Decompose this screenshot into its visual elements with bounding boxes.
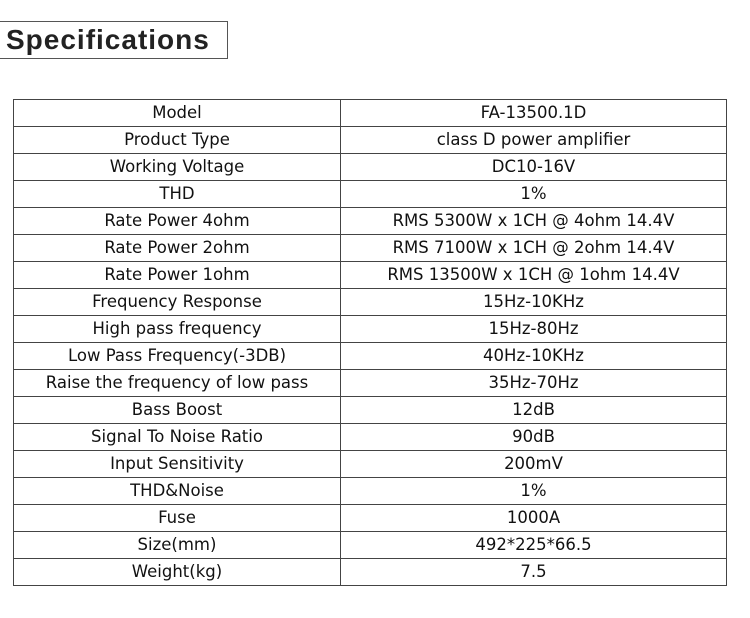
spec-value: 15Hz-80Hz	[341, 316, 727, 343]
spec-label: Size(mm)	[14, 532, 341, 559]
spec-value: 1000A	[341, 505, 727, 532]
spec-value: 1%	[341, 181, 727, 208]
spec-label: Signal To Noise Ratio	[14, 424, 341, 451]
table-row	[14, 127, 727, 154]
spec-label: THD&Noise	[14, 478, 341, 505]
table-row	[14, 289, 727, 316]
table-row	[14, 451, 727, 478]
spec-value: 15Hz-10KHz	[341, 289, 727, 316]
table-row	[14, 370, 727, 397]
spec-value: RMS 5300W x 1CH @ 4ohm 14.4V	[341, 208, 727, 235]
table-row	[14, 559, 727, 586]
spec-value: RMS 7100W x 1CH @ 2ohm 14.4V	[341, 235, 727, 262]
table-row	[14, 154, 727, 181]
spec-label: Fuse	[14, 505, 341, 532]
table-row	[14, 505, 727, 532]
spec-label: Frequency Response	[14, 289, 341, 316]
spec-label: Input Sensitivity	[14, 451, 341, 478]
spec-value: class D power amplifier	[341, 127, 727, 154]
spec-label: Rate Power 2ohm	[14, 235, 341, 262]
spec-value: 7.5	[341, 559, 727, 586]
spec-value: DC10-16V	[341, 154, 727, 181]
table-row	[14, 262, 727, 289]
spec-value: 35Hz-70Hz	[341, 370, 727, 397]
spec-label: Rate Power 4ohm	[14, 208, 341, 235]
table-row	[14, 181, 727, 208]
table-row	[14, 235, 727, 262]
spec-value: 200mV	[341, 451, 727, 478]
spec-label: High pass frequency	[14, 316, 341, 343]
spec-label: THD	[14, 181, 341, 208]
spec-label: Bass Boost	[14, 397, 341, 424]
table-row	[14, 100, 727, 127]
spec-value: FA-13500.1D	[341, 100, 727, 127]
spec-value: 492*225*66.5	[341, 532, 727, 559]
table-row	[14, 532, 727, 559]
spec-value: 90dB	[341, 424, 727, 451]
table-row	[14, 478, 727, 505]
table-row	[14, 316, 727, 343]
spec-label: Working Voltage	[14, 154, 341, 181]
spec-label: Low Pass Frequency(-3DB)	[14, 343, 341, 370]
spec-value: 12dB	[341, 397, 727, 424]
spec-value: 1%	[341, 478, 727, 505]
table-row	[14, 424, 727, 451]
table-row	[14, 343, 727, 370]
specifications-table	[13, 99, 727, 586]
table-row	[14, 208, 727, 235]
spec-value: 40Hz-10KHz	[341, 343, 727, 370]
spec-label: Rate Power 1ohm	[14, 262, 341, 289]
page-title: Specifications	[0, 21, 228, 59]
spec-value: RMS 13500W x 1CH @ 1ohm 14.4V	[341, 262, 727, 289]
spec-label: Product Type	[14, 127, 341, 154]
table-row	[14, 397, 727, 424]
spec-label: Raise the frequency of low pass	[14, 370, 341, 397]
spec-label: Weight(kg)	[14, 559, 341, 586]
spec-label: Model	[14, 100, 341, 127]
